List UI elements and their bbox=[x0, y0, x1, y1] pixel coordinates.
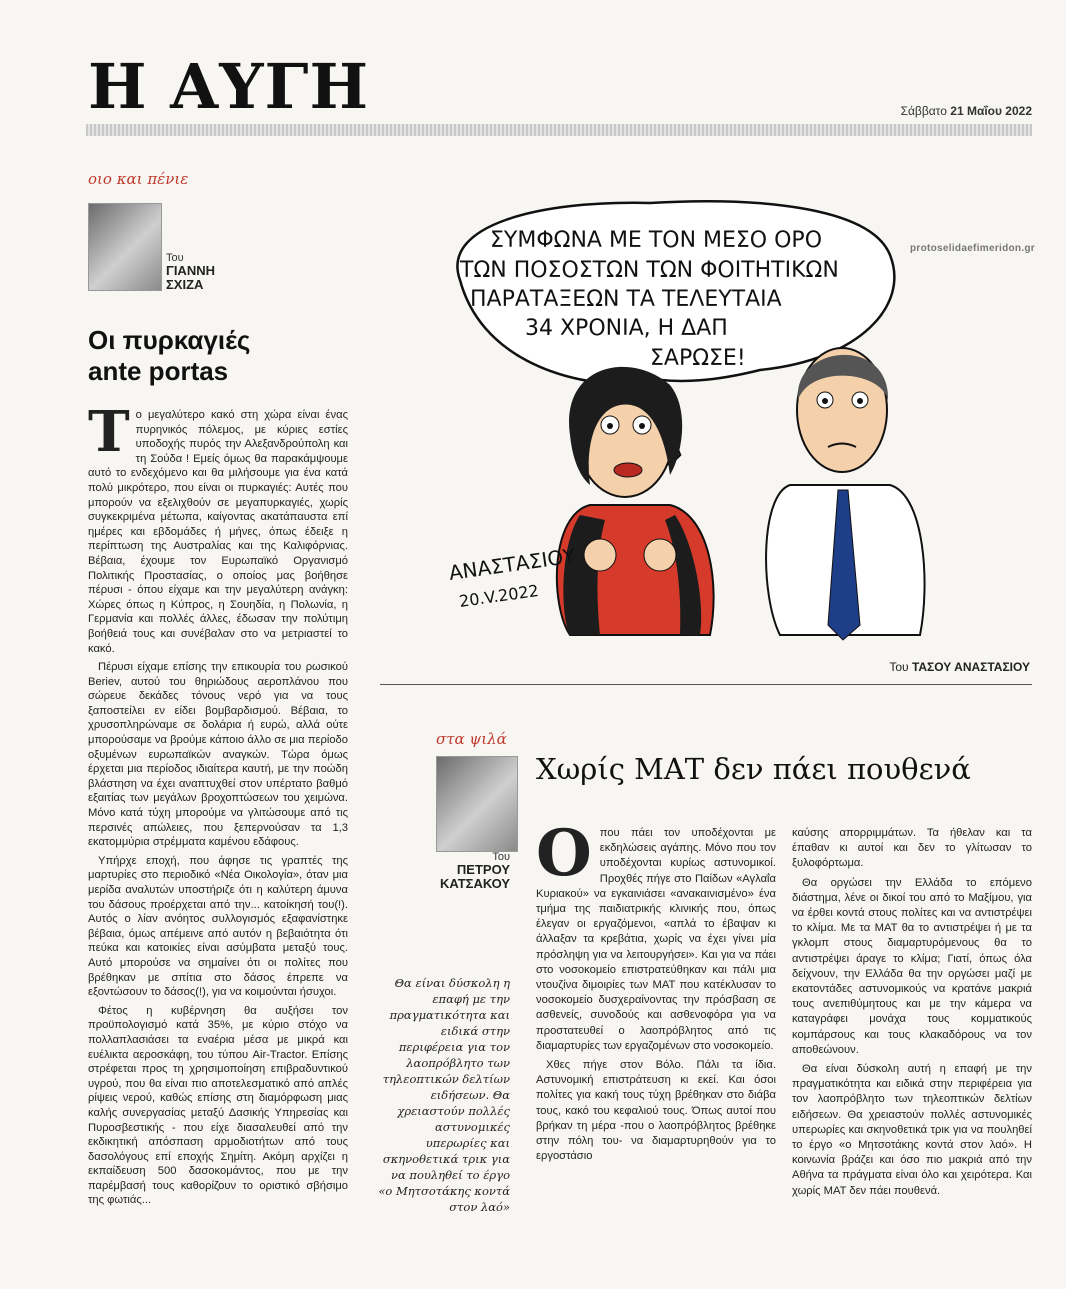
article-headline-2: Χωρίς ΜΑΤ δεν πάει πουθενά bbox=[536, 752, 971, 786]
masthead-rule bbox=[86, 124, 1032, 136]
drop-cap: Ο bbox=[536, 816, 592, 891]
headline-line1: Οι πυρκαγιές bbox=[88, 325, 251, 355]
author-name-line1: ΠΕΤΡΟΥ bbox=[456, 862, 510, 877]
date-prefix: Σάββατο bbox=[900, 104, 947, 118]
publication-date bbox=[901, 104, 1032, 118]
signature-date: 20.V.2022 bbox=[457, 580, 540, 611]
author-name-line1: ΓΙΑΝΝΗ bbox=[166, 263, 215, 278]
byline-prefix: Του bbox=[166, 252, 184, 264]
byline-prefix: Του bbox=[492, 851, 510, 863]
byline-1 bbox=[166, 252, 215, 292]
section-label-2: στα ψιλά bbox=[436, 730, 507, 748]
paragraph: Θα είναι δύσκολη αυτή η επαφή με την πραγματικότητα και ειδικά στην περιφέρεια για τον λαοπρόβλητο των τηλεοπτικών δελτίων ειδήσεων. Θα χρειαστούν πολλές αστυνομικές υπερωρίες και σκηνοθετικά τρικ για να πουληθεί το έργο «ο Μητσοτάκης κοντά στον λαό». Η κοινωνία βράζει και όσο πιο μακριά από την Αθήνα τα πράγματα είναι όλο και χειρότερα. Και χωρίς ΜΑΤ δεν πάει πουθενά. bbox=[792, 1063, 1032, 1197]
signature-text: ΑΝΑΣΤΑΣΙΟΥ bbox=[447, 543, 577, 585]
political-cartoon bbox=[420, 185, 980, 655]
speech-line-3: ΠΑΡΑΤΑΞΕΩΝ ΤΑ ΤΕΛΕΥΤΑΙΑ bbox=[470, 287, 782, 312]
author-photo-katsakos bbox=[436, 756, 518, 852]
article-body-2-left bbox=[536, 816, 776, 1168]
paragraph: καύσης απορριμμάτων. Τα ήθελαν και τα έπαθαν κι αυτοί και δεν το γλίτωσαν το ξυλοφόρτωμα. bbox=[792, 827, 1032, 870]
paragraph bbox=[88, 399, 348, 656]
speech-line-2: ΤΩΝ ΠΟΣΟΣΤΩΝ ΤΩΝ ΦΟΙΤΗΤΙΚΩΝ bbox=[460, 258, 839, 283]
cartoon-credit bbox=[889, 660, 1030, 674]
article-body-1 bbox=[88, 399, 348, 1212]
headline-line2: ante portas bbox=[88, 356, 229, 386]
section-label-1: οιο και πένιε bbox=[88, 170, 189, 188]
author-photo-schizas bbox=[88, 203, 162, 291]
date-value: 21 Μαΐου 2022 bbox=[950, 104, 1032, 118]
speech-line-1: ΣΥΜΦΩΝΑ ΜΕ ΤΟΝ ΜΕΣΟ ΟΡΟ bbox=[490, 228, 823, 253]
section-divider bbox=[380, 684, 1032, 685]
drop-cap: Τ bbox=[88, 399, 130, 465]
man-figure bbox=[766, 348, 924, 640]
speech-line-5: ΣΑΡΩΣΕ! bbox=[650, 346, 746, 371]
pull-quote: Θα είναι δύσκολη η επαφή με την πραγματικότητα και ειδικά στην περιφέρεια για τον λαοπρόβλητο των τηλεοπτικών δελτίων ειδήσεων. Θα χρειαστούν πολλές αστυνομικές υπερωρίες και σκηνοθετικά τρικ για να πουληθεί το έργο «ο Μητσοτάκης κοντά στον λαό» bbox=[378, 976, 510, 1214]
paragraph: Φέτος η κυβέρνηση θα αυξήσει τον προϋπολογισμό κατά 35%, με κύριο στόχο να πολλαπλασιάσει τα εναέρια μέσα με μικρά και ευέλικτα αεροσκάφη, του τύπου Air-Tractor. Επίσης στρέφεται προς τη χρησιμοποίηση επιβραδυντικού υγρού, που θα είναι πιο αποτελεσματικό από απλές ρίψεις νερού, καθώς επίσης στη διαμόρφωση μιας καλής συνεργασίας μεταξύ Δασικής Υπηρεσίας και Πυροσβεστικής - που είχε διασαλευθεί από την εκδικητική απόσπαση αρμοδιοτήτων από τους δασολόγους επί εποχής Σημίτη. Ακόμη αρχίζει η εκπαίδευση 500 δασοκομάντος, που με την παρέμβασή τους καθορίζουν το οριστικό σβήσιμο της φωτιάς... bbox=[88, 1004, 348, 1207]
paragraph: Υπήρχε εποχή, που άφησε τις γραπτές της μαρτυρίες στο περιοδικό «Νέα Οικολογία», όταν μια μερίδα αναλυτών υποστήριζε ότι η καλύτερη άμυνα του δάσους προέρχεται από την... κατοίκησή του(!). Αυτός ο λίαν ανόητος συλλογισμός εξαφανίστηκε βέβαια, όμως απέμεινε από αυτόν η βεβαιότητα ότι πεύκα και κατοικίες είναι ασύμβατα μεταξύ τους. Αυτό μπορούσε να σημαίνει ότι οι πολίτες που βρέθηκαν με σπίτια στο δάσος έπρεπε να εξοντώσουν το δάσος(!), για να κοιμούνται ήσυχοι. bbox=[88, 854, 348, 999]
byline-2 bbox=[440, 851, 510, 891]
paragraph bbox=[536, 816, 776, 1054]
article-headline-1 bbox=[88, 325, 348, 387]
paragraph: Χθες πήγε στον Βόλο. Πάλι τα ίδια. Αστυνομική επιστράτευση κι εκεί. Και όσοι πολίτες για κακή τους τύχη βρέθηκαν στο διάβα τους, κακό του κεφαλιού τους. Όπως αυτοί που βρήκαν τη μέρα -που ο λαοπρόβλητος βρέθηκε στην πόλη του- να διαμαρτυρηθούν για το εργοστάσιο bbox=[536, 1059, 776, 1163]
credit-prefix: Του bbox=[889, 660, 909, 674]
paragraph-text: ο μεγαλύτερο κακό στη χώρα είναι ένας πυρηνικός πόλεμος, με κύριες εστίες υποδοχής πυρός την Αλεξανδρούπολη και τη Σούδα ! Εμείς όμως θα παρακάμψουμε αυτό το ενδεχόμενο και θα μιλήσουμε για ένα κατά πολύ μικρότερο, που είναι οι πυρκαγιές: Αυτές που μπορούν να εξελιχθούν σε μεγαπυρκαγιές, χωρίς συγκεκριμένα μέτωπα, καίγοντας ακατάπαυστα επί ημέρες και εβδομάδες ή μήνες, όπως έδειξε η περίπτωση της Αυστραλίας και της Καλιφόρνιας. Βέβαια, έχουμε τον Ευρωπαϊκό Οργανισμό Πολιτικής Προστασίας, ο οποίος μας βοήθησε πέρυσι - όπου είχαμε και την μεγαλύτερη ανάγκη: Χώρες όπως η Κύπρος, η Σουηδία, η Πολωνία, η Γερμανία και πολλές άλλες, έδωσαν την πολύτιμη βοήθειά τους και συνέβαλαν στο να μετριαστεί το κακό. bbox=[88, 409, 348, 655]
author-name-line2: ΚΑΤΣΑΚΟΥ bbox=[440, 876, 511, 891]
woman-figure bbox=[557, 367, 714, 635]
author-name-line2: ΣΧΙΖΑ bbox=[166, 277, 204, 292]
speech-line-4: 34 ΧΡΟΝΙΑ, Η ΔΑΠ bbox=[525, 316, 728, 341]
watermark: protoselidaefimeridon.gr bbox=[910, 243, 1035, 254]
credit-name: ΤΑΣΟΥ ΑΝΑΣΤΑΣΙΟΥ bbox=[911, 660, 1030, 674]
paragraph-text: που πάει τον υποδέχονται με εκδηλώσεις αγάπης. Μόνο που τον υποδέχονται κυρίως αστυνομικοί. Προχθές πήγε στο Παίδων «Αγλαΐα Κυριακού» να εγκαινιάσει «ανακαινισμένο» ένα τμήμα της παιδιατρικής κλινικής που, όπως έλεγαν οι εργαζόμενοι, «απλά το έβαψαν κι άλλαξαν τα κρεβάτια, χωρίς να έχει γίνει μία πρόσληψη για να λειτουργήσει». Και για να πάει στο νοσοκομείο επιστρατεύθηκαν και πάλι μια ντουζίνα διμοιρίες των ΜΑΤ που κατέκλυσαν το νοσοκομείο δυσχεραίνοντας την πρόσβαση σε ασθενείς, συνοδούς και ασθενοφόρα για να προστατευθεί ο λαοπρόβλητος από τις διαμαρτυρίες των εργαζομένων στο νοσοκομείο. bbox=[536, 827, 776, 1052]
paragraph: Πέρυσι είχαμε επίσης την επικουρία του ρωσικού Beriev, αυτού του θηριώδους αεροπλάνου που σώρευε δεκάδες τόνους νερό για να τους ξαποστείλει εν είδει βομβαρδισμού. Βέβαια, το χρυσοπληρώναμε σε δολάρια ή ευρώ, αλλά ούτε μπορούσαμε να βρούμε κάποιο άλλο σε μια περίοδο οξυμένων ευρωπαϊκών αναγκών. Τώρα όμως έρχεται μια περίοδος ιδιαίτερα καυτή, με την ποώδη βλάστηση να έχει αναπτυχθεί στον υπέρτατο βαθμό εξαιτίας των μεγάλων βροχοπτώσεων του χειμώνα. Μόνο κατά τύχη μπορούμε να γλιτώσουμε από τις περσινές απώλειες, που ξεπερνούσαν τα 1,3 εκατομμύρια στρέμματα καμένου εδάφους. bbox=[88, 661, 348, 849]
masthead-title: Η ΑΥΓΗ bbox=[88, 50, 370, 123]
paragraph: Θα οργώσει την Ελλάδα το επόμενο διάστημα, λένε οι δικοί του από το Μαξίμου, για να έρθει κοντά στους πολίτες και να αντιστρέψει το κλίμα. Με τα ΜΑΤ θα το αντιστρέψει ή με τα γκλομπ στους διαμαρτυρόμενους θα το αντιστρέψει άραγε το κλίμα; Γιατί, όπως όλα δείχνουν, την Ελλάδα θα την οργώσει μαζί με εκατοντάδες αστυνομικούς να κρατάνε μακριά τους ανεπιθύμητους και με την κάμερα να καταγράφει μονάχα τους κομματικούς κομπάρσους και τους κλακαδόρους να τον αποθεώνουν. bbox=[792, 876, 1032, 1056]
article-body-2-right bbox=[792, 826, 1032, 1203]
